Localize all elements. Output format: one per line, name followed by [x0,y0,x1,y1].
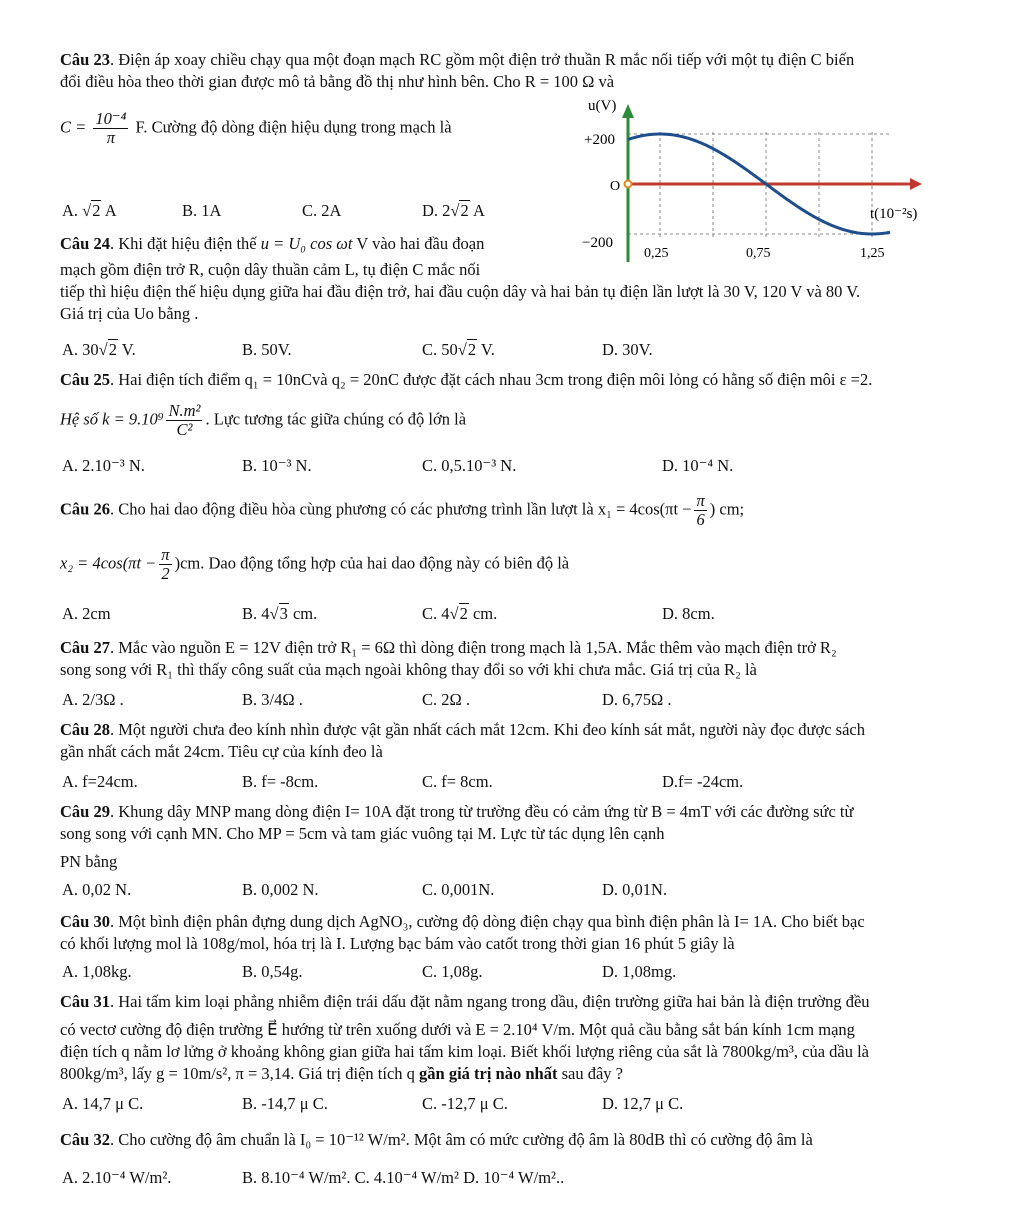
q32-line-1: Câu 32. Cho cường độ âm chuẩn là I₀ = 10⁻¹² W/m². Một âm có mức cường độ âm là 80dB thì có cường độ âm là [60,1130,813,1149]
q24-label: Câu 24 [60,234,110,253]
q24-line-4: Giá trị của Uo bằng . [60,304,199,323]
q27-line-1: Câu 27. Mắc vào nguồn E = 12V điện trở R₁ = 6Ω thì dòng điện trong mạch là 1,5A. Mắc thêm vào mạch điện trở R₂ [60,638,837,657]
origin-label: O [610,179,621,194]
q25-line-1: Câu 25. Hai điện tích điểm q₁ = 10nCvà q₂ = 20nC được đặt cách nhau 3cm trong điện môi lỏng có hằng số điện môi ε =2. [60,370,873,389]
q30-option-a[interactable]: A. 1,08kg. [62,962,132,981]
q30-option-b[interactable]: B. 0,54g. [242,962,303,981]
y-tick-bottom: −200 [582,235,613,251]
capacitance-fraction: $\frac{\text{10⁻⁴}}{\pi}$ [95,109,127,147]
q29-line-1: Câu 29. Khung dây MNP mang dòng điện I= 10A đặt trong từ trường đều có cảm ứng từ B = 4mT với các đường sức từ [60,802,854,821]
x-tick-0-25: 0,25 [644,246,669,261]
q24-option-c[interactable]: C. 50√2 V. [422,340,495,359]
q29-option-c[interactable]: C. 0,001N. [422,880,495,899]
q25-label: Câu 25 [60,370,110,389]
q24-line-2: mạch gồm điện trở R, cuộn dây thuần cảm L, tụ điện C mắc nối [60,260,481,279]
x-tick-0-75: 0,75 [746,246,771,261]
q31-option-b[interactable]: B. -14,7 μ C. [242,1094,328,1113]
q31-option-c[interactable]: C. -12,7 μ C. [422,1094,508,1113]
q27-line-2: song song với R₁ thì thấy công suất của mạch ngoài không thay đổi so với khi chưa mắc. Giá trị của R₂ là [60,660,757,679]
q26-option-a[interactable]: A. 2cm [62,604,111,623]
q23-label: Câu 23 [60,50,110,69]
q31-line-4: 800kg/m³, lấy g = 10m/s², π = 3,14. Giá trị điện tích q gần giá trị nào nhất sau đây ? [60,1064,623,1083]
q28-line-2: gần nhất cách mắt 24cm. Tiêu cự của kính đeo là [60,742,383,761]
q31-line-1: Câu 31. Hai tấm kim loại phẳng nhiễm điện trái dấu đặt nằm ngang trong dầu, điện trường giữa hai bản là điện trường đều [60,992,870,1011]
q24-option-a[interactable]: A. 30√2 V. [62,340,136,359]
q27-option-b[interactable]: B. 3/4Ω . [242,690,303,709]
q30-option-d[interactable]: D. 1,08mg. [602,962,677,981]
q26-label: Câu 26 [60,499,110,519]
q23-option-c[interactable]: C. 2A [302,201,342,220]
q26-option-c[interactable]: C. 4√2 cm. [422,604,498,623]
q29-line-2: song song với cạnh MN. Cho MP = 5cm và tam giác vuông tại M. Lực từ tác dụng lên cạnh [60,824,665,843]
q32-option-a[interactable]: A. 2.10⁻⁴ W/m². [62,1168,172,1187]
q30-line-2: có khối lượng mol là 108g/mol, hóa trị là I. Lượng bạc bám vào catốt trong thời gian 16 phút 5 giây là [60,934,735,953]
q29-option-b[interactable]: B. 0,002 N. [242,880,319,899]
q23-option-b[interactable]: B. 1A [182,201,222,220]
x-tick-1-25: 1,25 [860,246,885,261]
q23-line-2: đổi điều hòa theo thời gian được mô tả bằng đồ thị như hình bên. Cho R = 100 Ω và [60,72,615,91]
t-axis-label: t(10⁻²s) [870,206,918,222]
q31-line-3: điện tích q nằm lơ lửng ở khoảng không gian giữa hai tấm kim loại. Biết khối lượng riêng của sắt là 7800kg/m³, của dầu là [60,1042,869,1061]
q23-option-a[interactable]: A. √2 A [62,201,117,220]
u-axis-label: u(V) [588,98,617,114]
q31-option-a[interactable]: A. 14,7 μ C. [62,1094,144,1113]
q29-option-a[interactable]: A. 0,02 N. [62,880,132,899]
q23-option-d[interactable]: D. 2√2 A [422,201,485,220]
q28-option-a[interactable]: A. f=24cm. [62,772,138,791]
q30-label: Câu 30 [60,912,110,931]
q23-line-1: Câu 23. Điện áp xoay chiều chạy qua một đoạn mạch RC gồm một điện trở thuần R mắc nối tiếp với một tụ điện C biến [60,50,855,69]
q24-option-b[interactable]: B. 50V. [242,340,292,359]
q25-option-a[interactable]: A. 2.10⁻³ N. [62,456,145,475]
k-unit-fraction: $\frac{\text{N.m²}}{\text{C²}}$ [168,401,201,439]
q30-line-1: Câu 30. Một bình điện phân đựng dung dịch AgNO₃, cường độ dòng điện chạy qua bình điện phân là I= 1A. Cho biết bạc [60,912,865,931]
q28-label: Câu 28 [60,720,110,739]
q24-line-3: tiếp thì hiệu điện thế hiệu dụng giữa hai đầu điện trở, hai đầu cuộn dây và hai bản tụ điện lần lượt là 30 V, 120 V và 80 V. [60,282,861,301]
q25-option-c[interactable]: C. 0,5.10⁻³ N. [422,456,517,475]
q30-option-c[interactable]: C. 1,08g. [422,962,483,981]
q31-label: Câu 31 [60,992,110,1011]
q25-option-b[interactable]: B. 10⁻³ N. [242,456,312,475]
t-axis-arrow [910,178,922,190]
q26-option-d[interactable]: D. 8cm. [662,604,715,623]
q27-option-c[interactable]: C. 2Ω . [422,690,471,709]
q24-line-1: Câu 24. Khi đặt hiệu điện thế u = U₀ cos ωt V vào hai đầu đoạn [60,234,485,253]
q31-option-d[interactable]: D. 12,7 μ C. [602,1094,684,1113]
q26-line-2: x₂ = 4cos(πt − $\frac{\pi}{2}$ )cm. Dao động tổng hợp của hai dao động này có biên độ là [60,545,570,583]
q32-label: Câu 32 [60,1130,110,1149]
q26-option-b[interactable]: B. 4√3 cm. [242,604,318,623]
q29-option-d[interactable]: D. 0,01N. [602,880,668,899]
q27-label: Câu 27 [60,638,110,657]
u-axis-arrow [622,104,634,118]
q28-option-c[interactable]: C. f= 8cm. [422,772,493,791]
q25-option-d[interactable]: D. 10⁻⁴ N. [662,456,734,475]
q27-option-d[interactable]: D. 6,75Ω . [602,690,672,709]
origin-marker [625,181,632,188]
q29-label: Câu 29 [60,802,110,821]
q26-line-1: Câu 26. Cho hai dao động điều hòa cùng phương có các phương trình lần lượt là x₁ = 4cos(πt − $\frac{\pi}{6}$ ) cm; [60,491,745,529]
y-tick-top: +200 [584,132,615,148]
q29-line-3: PN bằng [60,852,118,871]
q28-option-b[interactable]: B. f= -8cm. [242,772,319,791]
q27-option-a[interactable]: A. 2/3Ω . [62,690,124,709]
q24-option-d[interactable]: D. 30V. [602,340,653,359]
q28-option-d[interactable]: D.f= -24cm. [662,772,744,791]
voltage-time-graph [580,92,940,270]
q23-line-3: C = $\frac{\text{10⁻⁴}}{\pi}$ F. Cường độ dòng điện hiệu dụng trong mạch là [60,109,452,147]
q25-line-2: Hệ số k = 9.10⁹ $\frac{\text{N.m²}}{\text{C²}}$ . Lực tương tác giữa chúng có độ lớn là [60,401,467,439]
q28-line-1: Câu 28. Một người chưa đeo kính nhìn được vật gần nhất cách mắt 12cm. Khi đeo kính sát mắt, người này đọc được sách [60,720,865,739]
q32-options-b-c-d[interactable]: B. 8.10⁻⁴ W/m². C. 4.10⁻⁴ W/m² D. 10⁻⁴ W/m².. [242,1168,565,1187]
q31-line-2: có vectơ cường độ điện trường E⃗ hướng từ trên xuống dưới và E = 2.10⁴ V/m. Một quả cầu bằng sắt bán kính 1cm mạng [60,1020,855,1039]
